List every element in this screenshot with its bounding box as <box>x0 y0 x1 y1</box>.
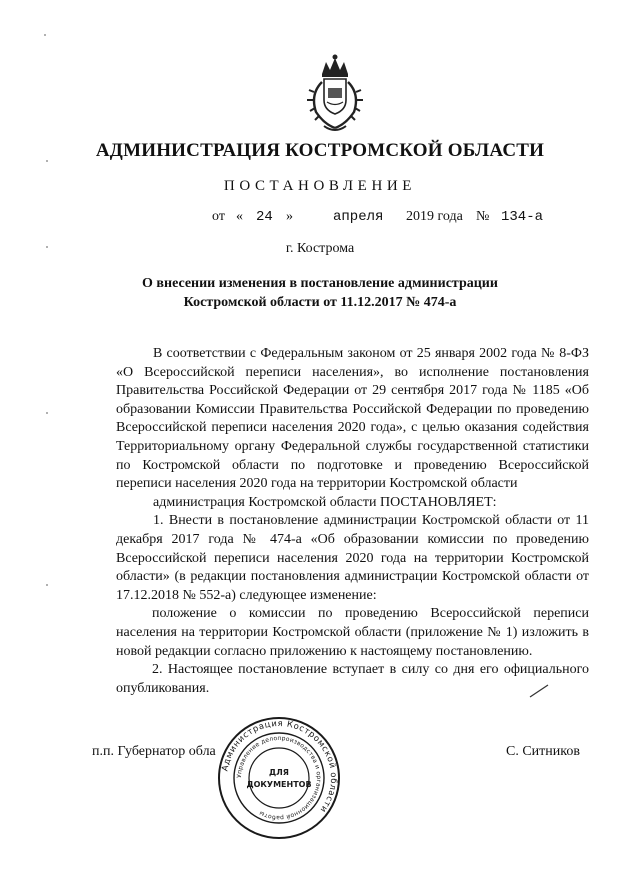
subject-line-2: Костромской области от 11.12.2017 № 474-а <box>183 295 457 310</box>
scan-speck <box>46 246 48 248</box>
scan-speck <box>46 584 48 586</box>
stamp-outer-text: Администрация Костромской области <box>220 718 339 815</box>
stamp-center-line-1: ДЛЯ <box>269 768 289 777</box>
document-body <box>116 345 589 698</box>
scan-speck <box>46 160 48 162</box>
pen-stroke-mark <box>528 683 550 699</box>
date-year: 2019 года <box>406 209 463 224</box>
document-subject <box>0 274 640 312</box>
signatory-position: п.п. Губернатор обла <box>92 744 216 759</box>
date-open-quote: « <box>236 209 243 224</box>
official-stamp <box>216 715 342 841</box>
document-type: ПОСТАНОВЛЕНИЕ <box>223 178 417 194</box>
scan-speck <box>44 34 46 36</box>
document-number: 134-а <box>501 209 544 225</box>
date-day: 24 <box>256 209 273 225</box>
city-label: г. Кострома <box>285 241 355 256</box>
signatory-name: С. Ситников <box>506 744 580 759</box>
date-from-label: от <box>212 209 225 224</box>
stamp-center-line-2: ДОКУМЕНТОВ <box>246 780 312 789</box>
item-1-detail-paragraph: положение о комиссии по проведению Всероссийской переписи населения на территории Костромской области (приложение № 1) изложить в новой редакции согласно приложению к настоящему постановлению. <box>116 606 589 659</box>
document-number-sign: № <box>476 209 490 224</box>
date-close-quote: » <box>286 209 293 224</box>
stamp-inner-text: Управление делопроизводства и организационной работы <box>235 734 323 822</box>
subject-line-1: О внесении изменения в постановление администрации <box>142 276 498 291</box>
organization-title: АДМИНИСТРАЦИЯ КОСТРОМСКОЙ ОБЛАСТИ <box>95 140 545 161</box>
item-2-paragraph: 2. Настоящее постановление вступает в силу со дня его официального опубликования. <box>116 662 589 696</box>
date-month: апреля <box>333 209 384 225</box>
preamble-paragraph: В соответствии с Федеральным законом от 25 января 2002 года № 8-ФЗ «О Всероссийской переписи населения», во исполнение постановления Правительства Российской Федерации от 29 сентября 2017 года № 1185 «Об образовании Комиссии Правительства Российской Федерации по проведению Всероссийской переписи населения 2020 года», с целью оказания содействия Территориальному органу Федеральной службы государственной статистики по Костромской области по подготовке и проведению Всероссийской переписи населения 2020 года на территории Костромской области <box>116 346 589 492</box>
item-1-paragraph: 1. Внести в постановление администрации Костромской области от 11 декабря 2017 года № 474-а «Об образовании комиссии по проведению Всероссийской переписи населения 2020 года на территории Костромской области» (в редакции постановления администрации Костромской области от 17.12.2018 № 552-а) следующее изменение: <box>116 513 589 603</box>
coat-of-arms-emblem <box>300 52 370 137</box>
scan-speck <box>46 412 48 414</box>
decree-line: администрация Костромской области ПОСТАНОВЛЯЕТ: <box>153 494 497 510</box>
